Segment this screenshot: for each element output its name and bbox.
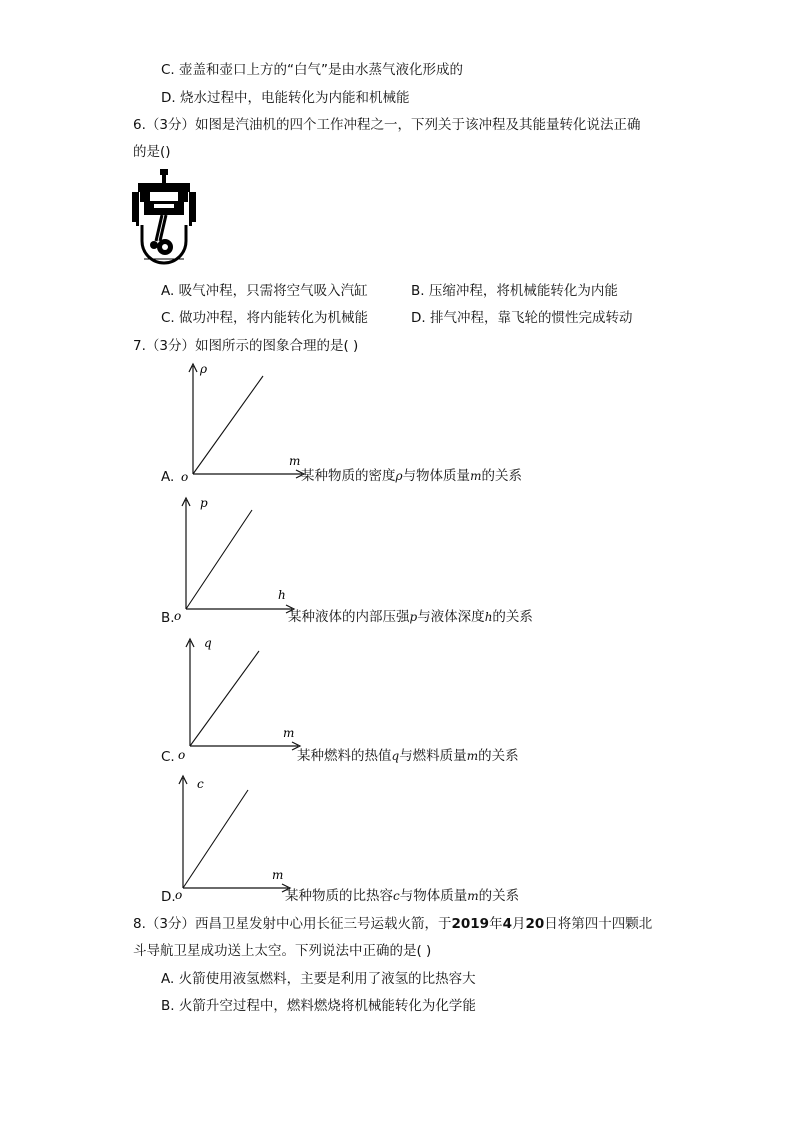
graph-d-line (183, 790, 248, 888)
q6-stem-line2: 的是() (133, 144, 171, 160)
graph-c-ylabel: q (204, 636, 212, 650)
q6-option-a: A. 吸气冲程，只需将空气吸入汽缸 (161, 283, 368, 299)
graph-a-line (193, 376, 263, 474)
q8-option-a: A. 火箭使用液氢燃料，主要是利用了液氢的比热容大 (161, 971, 476, 987)
graph-c-xlabel: m (283, 726, 295, 740)
q7-option-d-caption: 某种物质的比热容c与物体质量m的关系 (285, 888, 520, 904)
q7-option-b-letter: B. (161, 610, 175, 626)
graph-d-xlabel: m (272, 868, 284, 882)
q7-option-c-letter: C. (161, 749, 175, 765)
q8-option-b: B. 火箭升空过程中，燃料燃烧将机械能转化为化学能 (161, 998, 476, 1014)
graph-a-ylabel: ρ (200, 362, 208, 376)
q5-option-c: C. 壶盖和壶口上方的“白气”是由水蒸气液化形成的 (161, 62, 463, 78)
q6-option-c: C. 做功冲程，将内能转化为机械能 (161, 310, 369, 326)
q7-option-d-letter: D. (161, 889, 176, 905)
q7-option-b-caption: 某种液体的内部压强p与液体深度h的关系 (288, 609, 533, 625)
q6-stem-line1: 6.（3分）如图是汽油机的四个工作冲程之一，下列关于该冲程及其能量转化说法正确 (133, 117, 641, 133)
graph-c-line (190, 651, 259, 746)
q7-option-c-caption: 某种燃料的热值q与燃料质量m的关系 (297, 748, 519, 764)
q6-option-b: B. 压缩冲程，将机械能转化为内能 (411, 283, 618, 299)
q8-stem-line1: 8.（3分）西昌卫星发射中心用长征三号运载火箭，于2019年4月20日将第四十四颗北 (133, 916, 653, 932)
q7-option-a-letter: A. (161, 469, 175, 485)
graph-b-ylabel: p (200, 496, 208, 510)
graph-b-line (186, 510, 252, 609)
graph-b-xlabel: h (278, 588, 286, 602)
q7-option-a-caption: 某种物质的密度ρ与物体质量m的关系 (301, 468, 522, 484)
graph-a-xlabel: m (289, 454, 301, 468)
graph-b-origin: o (174, 609, 182, 623)
q8-stem-line2: 斗导航卫星成功送上太空。下列说法中正确的是( ) (133, 943, 432, 959)
q6-option-d: D. 排气冲程，靠飞轮的惯性完成转动 (411, 310, 633, 326)
q5-option-d: D. 烧水过程中，电能转化为内能和机械能 (161, 90, 410, 106)
q7-stem: 7.（3分）如图所示的图象合理的是( ) (133, 338, 359, 354)
graph-d-origin: o (175, 888, 183, 902)
graph-c-origin: o (178, 748, 186, 762)
graph-a-origin: o (181, 470, 189, 484)
graph-d-ylabel: c (197, 777, 204, 791)
